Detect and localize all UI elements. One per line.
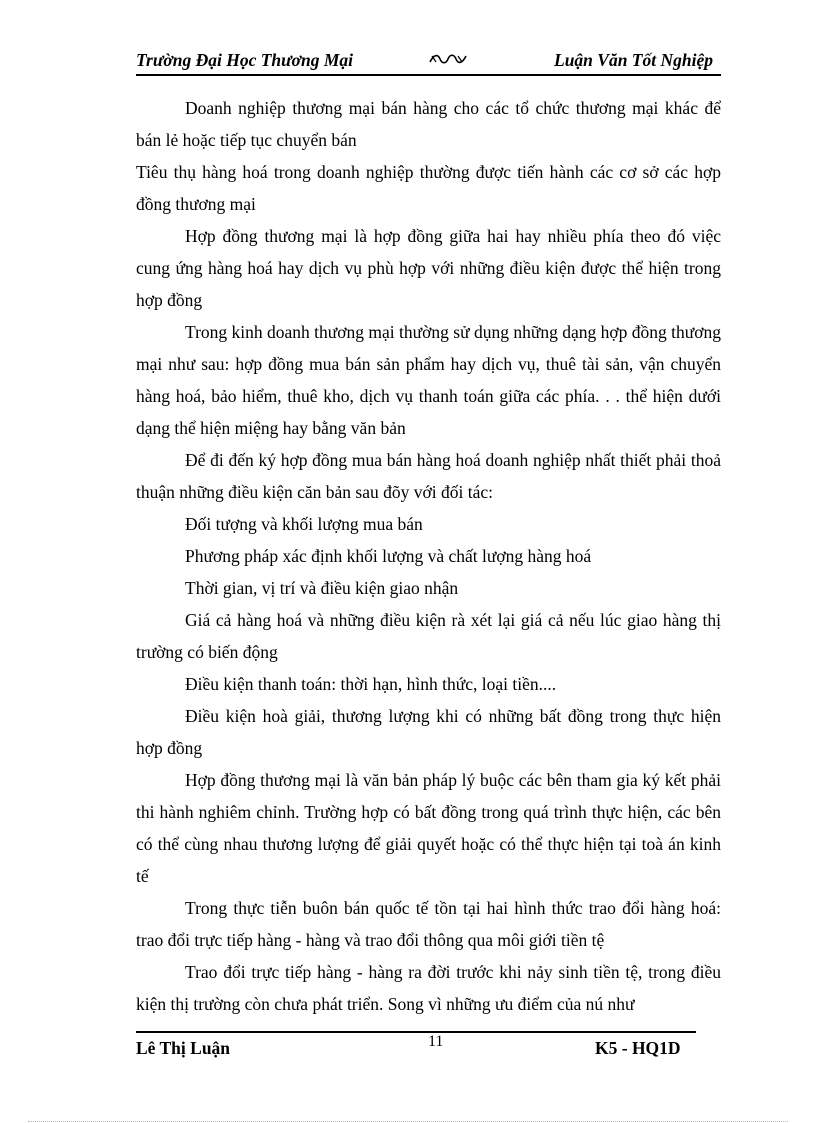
list-item: Điều kiện thanh toán: thời hạn, hình thức, loại tiền....	[185, 674, 557, 694]
list-item: Thời gian, vị trí và điều kiện giao nhận	[185, 578, 459, 598]
paragraph: Hợp đồng thương mại là hợp đồng giữa hai hay nhiều phía theo đó việc cung ứng hàng hoá hay dịch vụ phù hợp với những điều kiện được thể hiện trong hợp đồng	[136, 226, 721, 310]
page-header	[136, 48, 721, 76]
paragraph: Trong thực tiễn buôn bán quốc tế tồn tại hai hình thức trao đổi hàng hoá: trao đổi trực tiếp hàng - hàng và trao đổi thông qua môi giới tiền tệ	[136, 898, 721, 950]
document-body	[136, 92, 721, 1020]
page-number: 11	[428, 1033, 444, 1050]
header-ornament-icon	[428, 52, 468, 72]
paragraph: Doanh nghiệp thương mại bán hàng cho các tổ chức thương mại khác để bán lẻ hoặc tiếp tục chuyển bán	[136, 98, 721, 150]
list-item: Điều kiện hoà giải, thương lượng khi có những bất đồng trong thực hiện hợp đồng	[136, 706, 721, 758]
footer-author: Lê Thị Luận	[136, 1038, 231, 1058]
list-item: Giá cả hàng hoá và những điều kiện rà xét lại giá cả nếu lúc giao hàng thị trường có biến động	[136, 610, 721, 662]
list-item: Đối tượng và khối lượng mua bán	[185, 514, 423, 534]
list-item: Phương pháp xác định khối lượng và chất lượng hàng hoá	[185, 546, 592, 566]
paragraph: Trong kinh doanh thương mại thường sử dụng những dạng hợp đồng thương mại như sau: hợp đồng mua bán sản phẩm hay dịch vụ, thuê tài sản, vận chuyển hàng hoá, bảo hiểm, thuê kho, dịch vụ thanh toán giữa các phía. . . thể hiện dưới dạng thể hiện miệng hay bằng văn bản	[136, 322, 721, 438]
footer-divider	[136, 1031, 696, 1033]
header-university: Trường Đại Học Thương Mại	[136, 50, 354, 70]
footer-class-code: K5 - HQ1D	[595, 1038, 681, 1058]
paragraph: Hợp đồng thương mại là văn bản pháp lý buộc các bên tham gia ký kết phải thi hành nghiêm chỉnh. Trường hợp có bất đồng trong quá trình thực hiện, các bên có thể cùng nhau thương lượng để giải quyết hoặc có thể thực hiện tại toà án kinh tế	[136, 770, 721, 886]
paragraph: Tiêu thụ hàng hoá trong doanh nghiệp thường được tiến hành các cơ sở các hợp đồng thương mại	[136, 162, 721, 214]
page-edge-divider	[28, 1121, 788, 1122]
paragraph: Để đi đến ký hợp đồng mua bán hàng hoá doanh nghiệp nhất thiết phải thoả thuận những điều kiện căn bản sau đõy với đối tác:	[136, 450, 721, 502]
paragraph: Trao đổi trực tiếp hàng - hàng ra đời trước khi nảy sinh tiền tệ, trong điều kiện thị trường còn chưa phát triển. Song vì những ưu điểm của nú như	[136, 962, 721, 1014]
header-thesis-title: Luận Văn Tốt Nghiệp	[554, 50, 713, 70]
